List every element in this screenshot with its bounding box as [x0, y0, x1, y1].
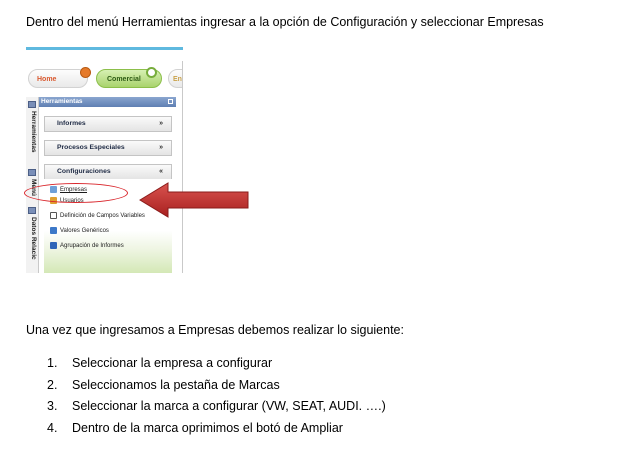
- comercial-badge-icon: [146, 67, 157, 78]
- chevron-icon: »: [159, 120, 163, 127]
- pointer-arrow-icon: [138, 181, 250, 219]
- section-label: Procesos Especiales: [57, 144, 125, 151]
- step-text: Seleccionar la empresa a configurar: [72, 356, 273, 370]
- panel-title: [39, 97, 176, 107]
- step-text: Seleccionar la marca a configurar (VW, SEAT, AUDI. ….): [72, 399, 386, 414]
- data-icon: [28, 207, 36, 214]
- menu-item-valores-genericos[interactable]: [50, 226, 109, 236]
- menu-item-label: Usuarios: [60, 198, 84, 204]
- section-informes[interactable]: [44, 116, 172, 132]
- chevron-icon: »: [159, 144, 163, 151]
- tab-herramientas[interactable]: Herramientas: [30, 111, 37, 153]
- menu-icon: [28, 169, 36, 176]
- tab-datos-relacionados[interactable]: Datos Relacic: [30, 217, 37, 260]
- panel-title-label: Herramientas: [41, 98, 83, 105]
- nav-comercial-button[interactable]: Comercial: [96, 69, 162, 88]
- step-number: 3.: [47, 399, 58, 414]
- nav-en-button[interactable]: En: [168, 69, 183, 88]
- step-number: 4.: [47, 421, 58, 436]
- section-procesos-especiales[interactable]: [44, 140, 172, 156]
- chevron-icon: «: [159, 168, 163, 175]
- list-item: [47, 399, 386, 421]
- section-configuraciones[interactable]: [44, 164, 172, 180]
- step-text: Dentro de la marca oprimimos el botó de Ampliar: [72, 421, 343, 436]
- menu-item-definicion-campos[interactable]: [50, 211, 145, 221]
- section-label: Configuraciones: [57, 168, 111, 175]
- step-number: 1.: [47, 356, 58, 370]
- nav-home-button[interactable]: Home: [28, 69, 88, 88]
- highlight-ellipse: [24, 183, 128, 203]
- menu-item-label: Definición de Campos Variables: [60, 213, 145, 219]
- tools-icon: [28, 101, 36, 108]
- document-icon: [50, 212, 57, 219]
- minimize-icon[interactable]: [168, 99, 173, 104]
- report-group-icon: [50, 242, 57, 249]
- steps-intro: Una vez que ingresamos a Empresas debemos realizar lo siguiente:: [26, 323, 404, 337]
- menu-screenshot: [26, 61, 183, 273]
- section-label: Informes: [57, 120, 86, 127]
- vertical-tabs: [26, 97, 39, 273]
- step-text: Seleccionamos la pestaña de Marcas: [72, 377, 280, 392]
- steps-list: [47, 356, 386, 443]
- menu-item-label: Valores Genéricos: [60, 228, 109, 234]
- step-number: 2.: [47, 377, 58, 392]
- menu-item-label: Agrupación de Informes: [60, 243, 124, 249]
- divider-line: [26, 47, 183, 50]
- menu-item-agrupacion-informes[interactable]: [50, 241, 124, 251]
- top-nav: [26, 61, 182, 95]
- list-item: [47, 378, 386, 400]
- tab-menu[interactable]: Menú: [30, 179, 37, 196]
- home-badge-icon: [80, 67, 91, 78]
- values-icon: [50, 227, 57, 234]
- menu-item-label: Empresas: [60, 187, 88, 193]
- list-item: [47, 421, 386, 443]
- list-item: [47, 356, 386, 378]
- intro-paragraph: Dentro del menú Herramientas ingresar a la opción de Configuración y seleccionar Empresas: [26, 15, 544, 29]
